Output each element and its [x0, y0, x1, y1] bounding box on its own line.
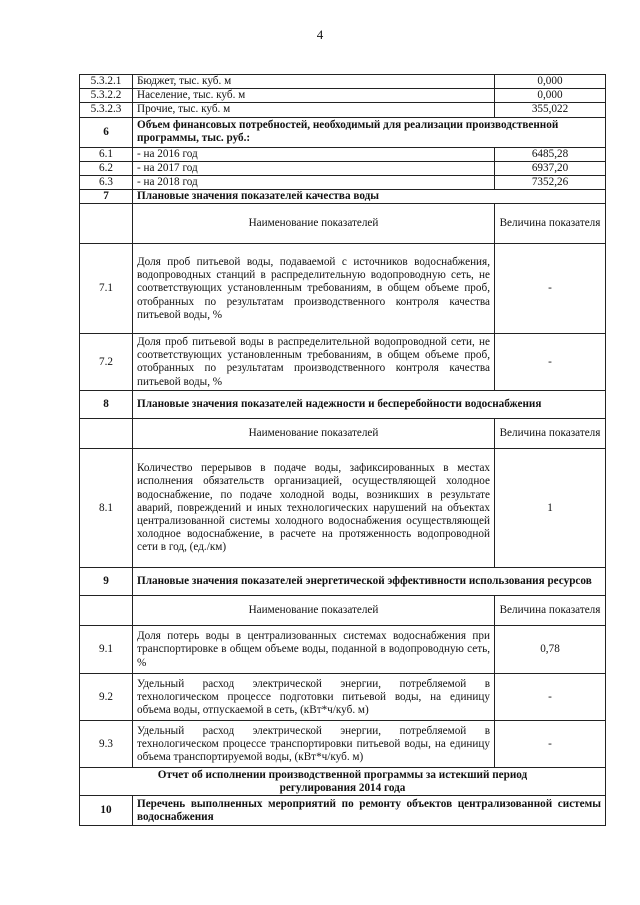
section-number: 7: [80, 190, 133, 204]
row-text: Доля проб питьевой воды, подаваемой с источников водоснабжения, водопроводных станций в распределительную водопроводную сеть, не соответствующих установленным требованиям, в общем объеме проб, отобранных по результатам производственного контроля качества питьевой воды, %: [133, 244, 495, 334]
table-row: [80, 75, 606, 89]
row-number: 9.3: [80, 721, 133, 768]
row-number: 6.2: [80, 161, 133, 175]
row-number: 7.2: [80, 334, 133, 391]
row-text: - на 2017 год: [133, 161, 495, 175]
section-number: 8: [80, 391, 133, 419]
row-text: - на 2016 год: [133, 147, 495, 161]
section-number: 6: [80, 117, 133, 147]
empty-cell: [80, 596, 133, 626]
section-title: Плановые значения показателей качества воды: [133, 190, 606, 204]
header-name: Наименование показателей: [133, 419, 495, 449]
row-number: 9.1: [80, 626, 133, 674]
row-number: 8.1: [80, 449, 133, 568]
row-number: 9.2: [80, 674, 133, 721]
section-title: Перечень выполненных мероприятий по ремонту объектов централизованной системы водоснабжения: [133, 796, 606, 826]
section-title: Плановые значения показателей энергетической эффективности использования ресурсов: [133, 568, 606, 596]
row-number: 5.3.2.3: [80, 103, 133, 117]
table-row: [80, 147, 606, 161]
table-row: [80, 103, 606, 117]
row-value: 0,78: [495, 626, 606, 674]
row-number: 6.1: [80, 147, 133, 161]
row-text: Доля потерь воды в централизованных системах водоснабжения при транспортировке в общем объеме воды, поданной в водопроводную сеть, %: [133, 626, 495, 674]
table-row: [80, 89, 606, 103]
table-row: [80, 161, 606, 175]
row-value: 1: [495, 449, 606, 568]
row-value: 7352,26: [495, 176, 606, 190]
header-row: [80, 419, 606, 449]
row-text: - на 2018 год: [133, 176, 495, 190]
row-text: Доля проб питьевой воды в распределительной водопроводной сети, не соответствующих установленным требованиям, в общем объеме проб, отобранных по результатам производственного контроля качества питьевой воды, %: [133, 334, 495, 391]
table-row: [80, 334, 606, 391]
report-row: [80, 768, 606, 796]
header-row: [80, 204, 606, 244]
row-number: 6.3: [80, 176, 133, 190]
row-text: Удельный расход электрической энергии, потребляемой в технологическом процессе транспортировки питьевой воды, на единицу объема транспортируемой воды, (кВт*ч/куб. м): [133, 721, 495, 768]
section-row: [80, 568, 606, 596]
row-value: 6937,20: [495, 161, 606, 175]
header-row: [80, 596, 606, 626]
table-row: [80, 626, 606, 674]
row-number: 7.1: [80, 244, 133, 334]
header-value: Величина показателя: [495, 596, 606, 626]
table-row: [80, 244, 606, 334]
table-row: [80, 721, 606, 768]
row-value: 0,000: [495, 75, 606, 89]
row-value: 355,022: [495, 103, 606, 117]
section-number: 9: [80, 568, 133, 596]
row-text: Количество перерывов в подаче воды, зафиксированных в местах исполнения обязательств организацией, осуществляющей холодное водоснабжение, по подаче холодной воды, возникших в результате аварий, повреждений и иных технологических нарушений на объектах централизованной системы холодного водоснабжения осуществляющей холодное водоснабжение, в расчете на протяженность водопроводной сети в год, (ед./км): [133, 449, 495, 568]
row-value: -: [495, 674, 606, 721]
table-row: [80, 674, 606, 721]
table-row: [80, 176, 606, 190]
section-row: [80, 796, 606, 826]
section-row: [80, 117, 606, 147]
table-row: [80, 449, 606, 568]
empty-cell: [80, 204, 133, 244]
row-text: Удельный расход электрической энергии, потребляемой в технологическом процессе подготовки питьевой воды, на единицу объема воды, отпускаемой в сеть, (кВт*ч/куб. м): [133, 674, 495, 721]
section-number: 10: [80, 796, 133, 826]
section-title: Плановые значения показателей надежности и бесперебойности водоснабжения: [133, 391, 606, 419]
report-title: Отчет об исполнении производственной программы за истекший период регулирования 2014 года: [80, 768, 606, 796]
row-value: -: [495, 334, 606, 391]
row-value: 0,000: [495, 89, 606, 103]
row-text: Прочие, тыс. куб. м: [133, 103, 495, 117]
row-number: 5.3.2.1: [80, 75, 133, 89]
header-name: Наименование показателей: [133, 596, 495, 626]
section-title: Объем финансовых потребностей, необходимый для реализации производственной программы, тыс. руб.:: [133, 117, 606, 147]
row-text: Бюджет, тыс. куб. м: [133, 75, 495, 89]
section-row: [80, 391, 606, 419]
row-number: 5.3.2.2: [80, 89, 133, 103]
section-row: [80, 190, 606, 204]
header-value: Величина показателя: [495, 419, 606, 449]
row-text: Население, тыс. куб. м: [133, 89, 495, 103]
row-value: 6485,28: [495, 147, 606, 161]
page-number: 4: [316, 27, 324, 42]
row-value: -: [495, 721, 606, 768]
empty-cell: [80, 419, 133, 449]
header-name: Наименование показателей: [133, 204, 495, 244]
header-value: Величина показателя: [495, 204, 606, 244]
program-table: [79, 74, 606, 826]
row-value: -: [495, 244, 606, 334]
